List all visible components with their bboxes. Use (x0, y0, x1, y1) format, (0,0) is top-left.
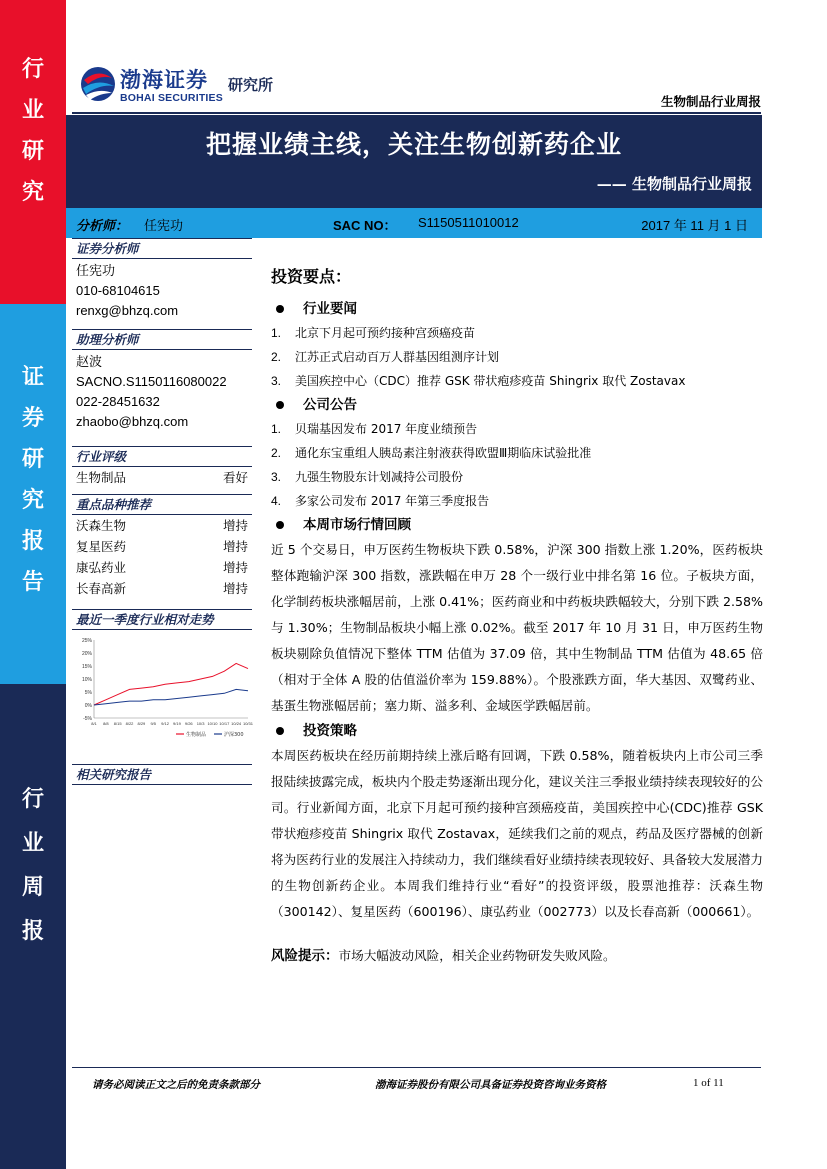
list-text: 美国疾控中心（CDC）推荐 GSK 带状疱疹疫苗 Shingrix 取代 Zostavax (295, 374, 686, 388)
chart-y-tick-label: 20% (81, 651, 92, 657)
chart-legend-label: 生物制品 (186, 732, 207, 738)
page-title: 把握业绩主线，关注生物创新药企业 (205, 130, 622, 159)
bullet-icon (276, 305, 284, 313)
related-reports-heading: 相关研究报告 (72, 764, 252, 785)
strategy-text: 本周医药板块在经历前期持续上涨后略有回调，下跌 0.58%，随着板块内上市公司三季报陆续披露完成，板块内个股走势逐渐出现分化，建议关注三季报业绩持续表现较好的公司。行业新闻方面，北京下月起可预约接种宫颈癌疫苗，美国疾控中心(CDC)推荐 GSK 带状疱疹疫苗 Shingrix 取代 Zostavax，延续我们之前的观点，药品及医疗器械的创新将为医药行业的发展注入持续动力，我们继续看好业绩持续表现较好、具备较大发展潜力的生物创新药企业。本周我们维持行业“看好”的投资评级，股票池推荐：沃森生物（300142）、复星医药（600196）、康弘药业（002773）以及长春高新（000661）。 (271, 748, 763, 919)
chart-y-tick-label: -5% (83, 716, 92, 722)
side-band-char: 证 (21, 364, 44, 390)
section-heading-company-announcements (271, 393, 763, 417)
report-type-label: 生物制品行业周报 (660, 94, 761, 109)
pick-row (72, 557, 252, 578)
list-text: 通化东宝重组人胰岛素注射液获得欧盟Ⅲ期临床试验批准 (295, 446, 592, 460)
sac-number: S1150511010012 (418, 215, 519, 230)
pick-row (72, 536, 252, 557)
side-band-industry-weekly (0, 684, 66, 1169)
analyst-name: 任宪功 (144, 219, 184, 234)
analyst-bar (66, 208, 762, 238)
list-number: 2. (271, 446, 282, 460)
chart-series-line (94, 689, 248, 705)
industry-rating-heading: 行业评级 (72, 446, 252, 467)
key-points-heading: 投资要点： (271, 267, 352, 286)
trend-chart (72, 634, 252, 744)
chart-y-tick-label: 10% (81, 677, 92, 683)
key-picks-heading: 重点品种推荐 (72, 494, 252, 515)
pick-name: 沃森生物 (76, 518, 127, 533)
list-item (271, 441, 763, 465)
chart-x-tick-label: 10/10 (207, 721, 218, 726)
side-band-char: 报 (21, 918, 44, 944)
pick-name: 康弘药业 (76, 560, 127, 575)
pick-rating: 增持 (222, 581, 248, 596)
chart-x-tick-label: 10/17 (219, 721, 230, 726)
chart-x-tick-label: 8/29 (137, 721, 146, 726)
chart-x-tick-label: 9/5 (150, 721, 157, 726)
footer-qualification: 渤海证券股份有限公司具备证券投资咨询业务资格 (375, 1079, 606, 1091)
side-band-char: 周 (21, 874, 44, 900)
pick-name: 复星医药 (76, 539, 127, 554)
chart-y-tick-label: 25% (81, 638, 92, 644)
chart-y-tick-label: 5% (84, 690, 92, 696)
chart-x-tick-label: 10/24 (231, 721, 242, 726)
side-band-char: 券 (21, 405, 44, 431)
list-text: 九强生物股东计划减持公司股份 (295, 470, 464, 484)
chart-y-tick-label: 0% (84, 703, 92, 709)
risk-label: 风险提示： (271, 948, 339, 964)
list-number: 1. (271, 422, 282, 436)
footer-disclaimer: 请务必阅读正文之后的免责条款部分 (92, 1079, 260, 1091)
list-text: 北京下月起可预约接种宫颈癌疫苗 (295, 326, 476, 340)
section-title: 公司公告 (303, 397, 357, 413)
chart-legend-label: 沪深300 (224, 732, 244, 738)
chart-y-tick-label: 15% (81, 664, 92, 670)
section-title: 本周市场行情回顾 (303, 517, 411, 533)
rating-industry: 生物制品 (76, 470, 127, 485)
section-heading-market-review (271, 513, 763, 537)
main-content (271, 258, 763, 969)
list-number: 3. (271, 470, 282, 484)
side-band-char: 告 (21, 569, 44, 595)
analyst-label: 分析师： (76, 219, 129, 234)
chart-x-tick-label: 8/22 (125, 721, 134, 726)
chart-x-tick-label: 9/19 (173, 721, 181, 726)
trend-chart-heading: 最近一季度行业相对走势 (72, 609, 252, 630)
list-item (271, 369, 763, 393)
list-item (271, 345, 763, 369)
pick-row (72, 515, 252, 536)
pick-rating: 增持 (222, 539, 248, 554)
market-review-text: 近 5 个交易日，申万医药生物板块下跌 0.58%，沪深 300 指数上涨 1.20%，医药板块整体跑输沪深 300 指数，涨跌幅在申万 28 个一级行业中排名第 16 位。子板块方面，化学制药板块涨幅居前，上涨 0.41%；医药商业和中药板块跌幅较大，分别下跌 2.58%与 1.30%；生物制品板块小幅上涨 0.02%。截至 2017 年 10 月 31 日，申万医药生物板块剔除负值情况下整体 TTM 估值为 37.09 倍，其中生物制品 TTM 估值为 48.65 倍（相对于全体 A 股的估值溢价率为 159.88%）。个股涨跌方面，华大基因、双鹭药业、基蛋生物涨幅居前；塞力斯、溢多利、金域医学跌幅居前。 (271, 542, 763, 713)
risk-text: 市场大幅波动风险，相关企业药物研发失败风险。 (338, 948, 616, 963)
pick-row (72, 578, 252, 599)
list-number: 4. (271, 494, 282, 508)
chart-x-tick-label: 9/26 (184, 721, 193, 726)
header-divider (72, 112, 761, 114)
section-title: 行业要闻 (303, 301, 357, 317)
chart-x-tick-label: 8/1 (91, 721, 97, 726)
section-title: 投资策略 (303, 723, 357, 739)
list-item (271, 417, 763, 441)
list-number: 3. (271, 374, 282, 388)
pick-rating: 增持 (222, 518, 248, 533)
risk-notice (271, 943, 763, 969)
side-band-char: 研 (21, 138, 44, 164)
side-band-char: 业 (21, 97, 44, 123)
trend-chart-svg (72, 634, 252, 744)
securities-analyst-heading: 证券分析师 (72, 238, 252, 259)
side-band-char: 报 (21, 528, 44, 554)
list-number: 2. (271, 350, 282, 364)
side-band-char: 究 (21, 179, 44, 205)
title-banner (66, 115, 762, 208)
logo-chinese-name: 渤海证券 (120, 67, 208, 92)
side-band-char: 究 (21, 487, 44, 513)
chart-x-tick-label: 10/31 (242, 721, 254, 726)
chart-x-tick-label: 8/15 (113, 721, 122, 726)
list-item (271, 489, 763, 513)
side-band-char: 业 (21, 830, 44, 856)
bullet-icon (276, 727, 284, 735)
pick-rating: 增持 (222, 560, 248, 575)
page-number: 1 of 11 (693, 1077, 724, 1089)
list-number: 1. (271, 326, 282, 340)
chart-x-tick-label: 9/12 (161, 721, 169, 726)
analyst-info-line: 任宪功 (76, 263, 116, 278)
side-band-char: 行 (21, 786, 44, 812)
rating-value: 看好 (222, 470, 248, 485)
assistant-email[interactable]: zhaobo@bhzq.com (76, 414, 189, 429)
side-band-char: 研 (21, 446, 44, 472)
assistant-info-line: SACNO.S1150116080022 (76, 374, 227, 389)
section-heading-strategy (271, 719, 763, 743)
chart-x-tick-label: 8/8 (103, 721, 109, 726)
logo-english-name: BOHAI SECURITIES (120, 92, 223, 104)
list-item (271, 465, 763, 489)
side-band-securities-report (0, 304, 66, 684)
side-band-industry-research (0, 0, 66, 304)
assistant-info-line: 赵波 (76, 354, 103, 369)
analyst-info-line: 010-68104615 (76, 283, 160, 298)
bohai-logo (78, 62, 288, 106)
sac-label: SAC NO： (333, 218, 397, 233)
chart-x-tick-label: 10/3 (196, 721, 205, 726)
section-heading-industry-news (271, 297, 763, 321)
list-item (271, 321, 763, 345)
pick-name: 长春高新 (76, 581, 127, 596)
side-band-char: 行 (21, 56, 44, 82)
sidebar (72, 238, 252, 785)
bohai-logo-icon (78, 62, 118, 106)
assistant-info-line: 022-28451632 (76, 394, 160, 409)
report-date: 2017 年 11 月 1 日 (641, 218, 748, 233)
list-text: 贝瑞基因发布 2017 年度业绩预告 (295, 422, 478, 436)
logo-institute: 研究所 (228, 76, 274, 94)
analyst-email[interactable]: renxg@bhzq.com (76, 303, 179, 318)
bullet-icon (276, 521, 284, 529)
list-text: 多家公司发布 2017 年第三季度报告 (295, 494, 490, 508)
footer-divider (72, 1067, 761, 1068)
list-text: 江苏正式启动百万人群基因组测序计划 (295, 350, 500, 364)
bullet-icon (276, 401, 284, 409)
rating-row (72, 467, 252, 488)
assistant-analyst-heading: 助理分析师 (72, 329, 252, 350)
page-subtitle: —— 生物制品行业周报 (596, 175, 752, 193)
